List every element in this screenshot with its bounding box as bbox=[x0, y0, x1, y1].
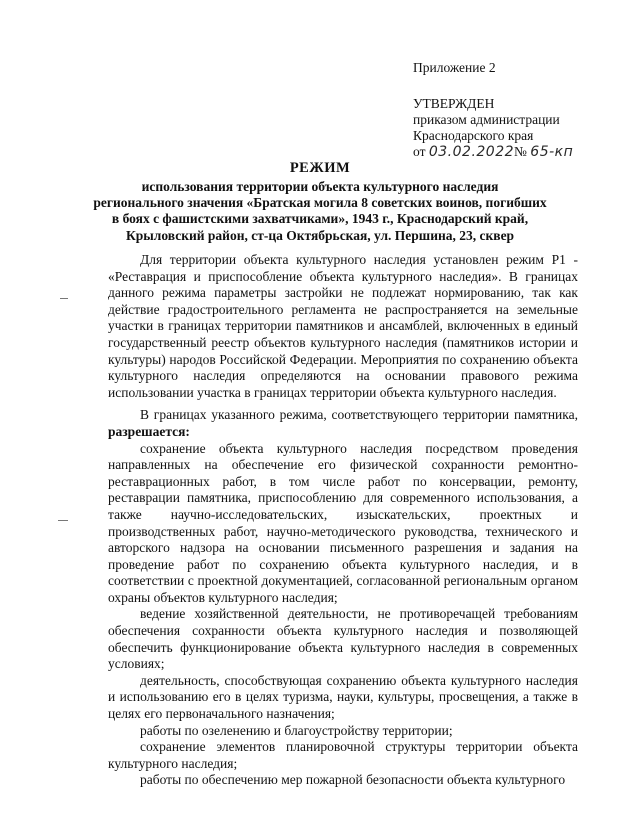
title-line-1: использования территории объекта культурного наследия bbox=[141, 179, 499, 194]
document-body bbox=[108, 252, 578, 789]
date-prefix: от bbox=[413, 144, 426, 159]
title-line-3: в боях с фашистскими захватчиками», 1943 г., Краснодарский край, bbox=[111, 211, 529, 226]
handwritten-date: 03.02.2022 bbox=[428, 144, 515, 160]
paragraph-tourism: деятельность, способствующая сохранению объекта культурного наследия и использованию его в целях туризма, науки, культуры, просвещения, а также в целях его первоначального назначения; bbox=[108, 672, 578, 722]
appendix-label: Приложение 2 bbox=[413, 60, 496, 75]
title-line-4: Крыловский район, ст-ца Октябрьская, ул. Першина, 23, сквер bbox=[125, 228, 515, 243]
paragraph-preservation: сохранение объекта культурного наследия посредством проведения направленных на обеспечение его физической сохранности ремонтно-реставрационных работ, в том числе работ по консервации, ремонту, реставрации памятника, приспособлению для современного использования, а также научно-исследовательских, изыскательских, проектных и производственных работ, научно-методического руководства, технического и авторского надзора на основании письменного разрешения и задания на проведение работ по сохранению объекта культурного наследия, и в соответствии с проектной документацией, согласованной региональным органом охраны объектов культурного наследия; bbox=[108, 440, 578, 605]
paragraph-fire-safety: работы по обеспечению мер пожарной безопасности объекта культурного bbox=[140, 772, 566, 788]
approved-label: УТВЕРЖДЕН bbox=[413, 96, 495, 111]
paragraph-landscaping: работы по озеленению и благоустройству территории; bbox=[140, 722, 453, 738]
handwritten-number: 65-кп bbox=[530, 144, 574, 160]
document-title: РЕЖИМ bbox=[289, 160, 351, 176]
paragraph-regime: Для территории объекта культурного наследия установлен режим Р1 - «Реставрация и приспособление объекта культурного наследия». В границах данного режима параметры застройки не подлежат нормированию, так как действие градостроительного регламента не распространяется на земельные участки в границах территории памятников и ансамблей, включенных в единый государственный реестр объектов культурного наследия (памятников истории и культуры) народов Российской Федерации. Мероприятия по сохранению объекта культурного наследия определяются на основании правового режима использовании участка в границах территории объекта культурного наследия. bbox=[108, 252, 578, 400]
paragraph-planning-structure: сохранение элементов планировочной структуры территории объекта культурного наследия; bbox=[108, 739, 578, 771]
paragraph-economic-activity: ведение хозяйственной деятельности, не противоречащей требованиям обеспечения сохранности объекта культурного наследия и позволяющей обеспечить функционирование объекта культурного наследия в современных условиях; bbox=[108, 606, 578, 672]
number-prefix: № bbox=[514, 144, 527, 159]
allowed-heading: разрешается: bbox=[108, 423, 190, 439]
paragraph-allowed-intro bbox=[108, 407, 578, 440]
scan-mark-2 bbox=[58, 520, 68, 521]
title-line-2: регионального значения «Братская могила 8 советских воинов, погибших bbox=[93, 195, 547, 210]
region-label: Краснодарского края bbox=[413, 128, 534, 143]
scan-mark-1 bbox=[60, 298, 68, 299]
allowed-intro-text: В границах указанного режима, соответствующего территории памятника, bbox=[140, 407, 578, 423]
order-date-line bbox=[413, 143, 573, 161]
order-by-label: приказом администрации bbox=[413, 112, 560, 127]
